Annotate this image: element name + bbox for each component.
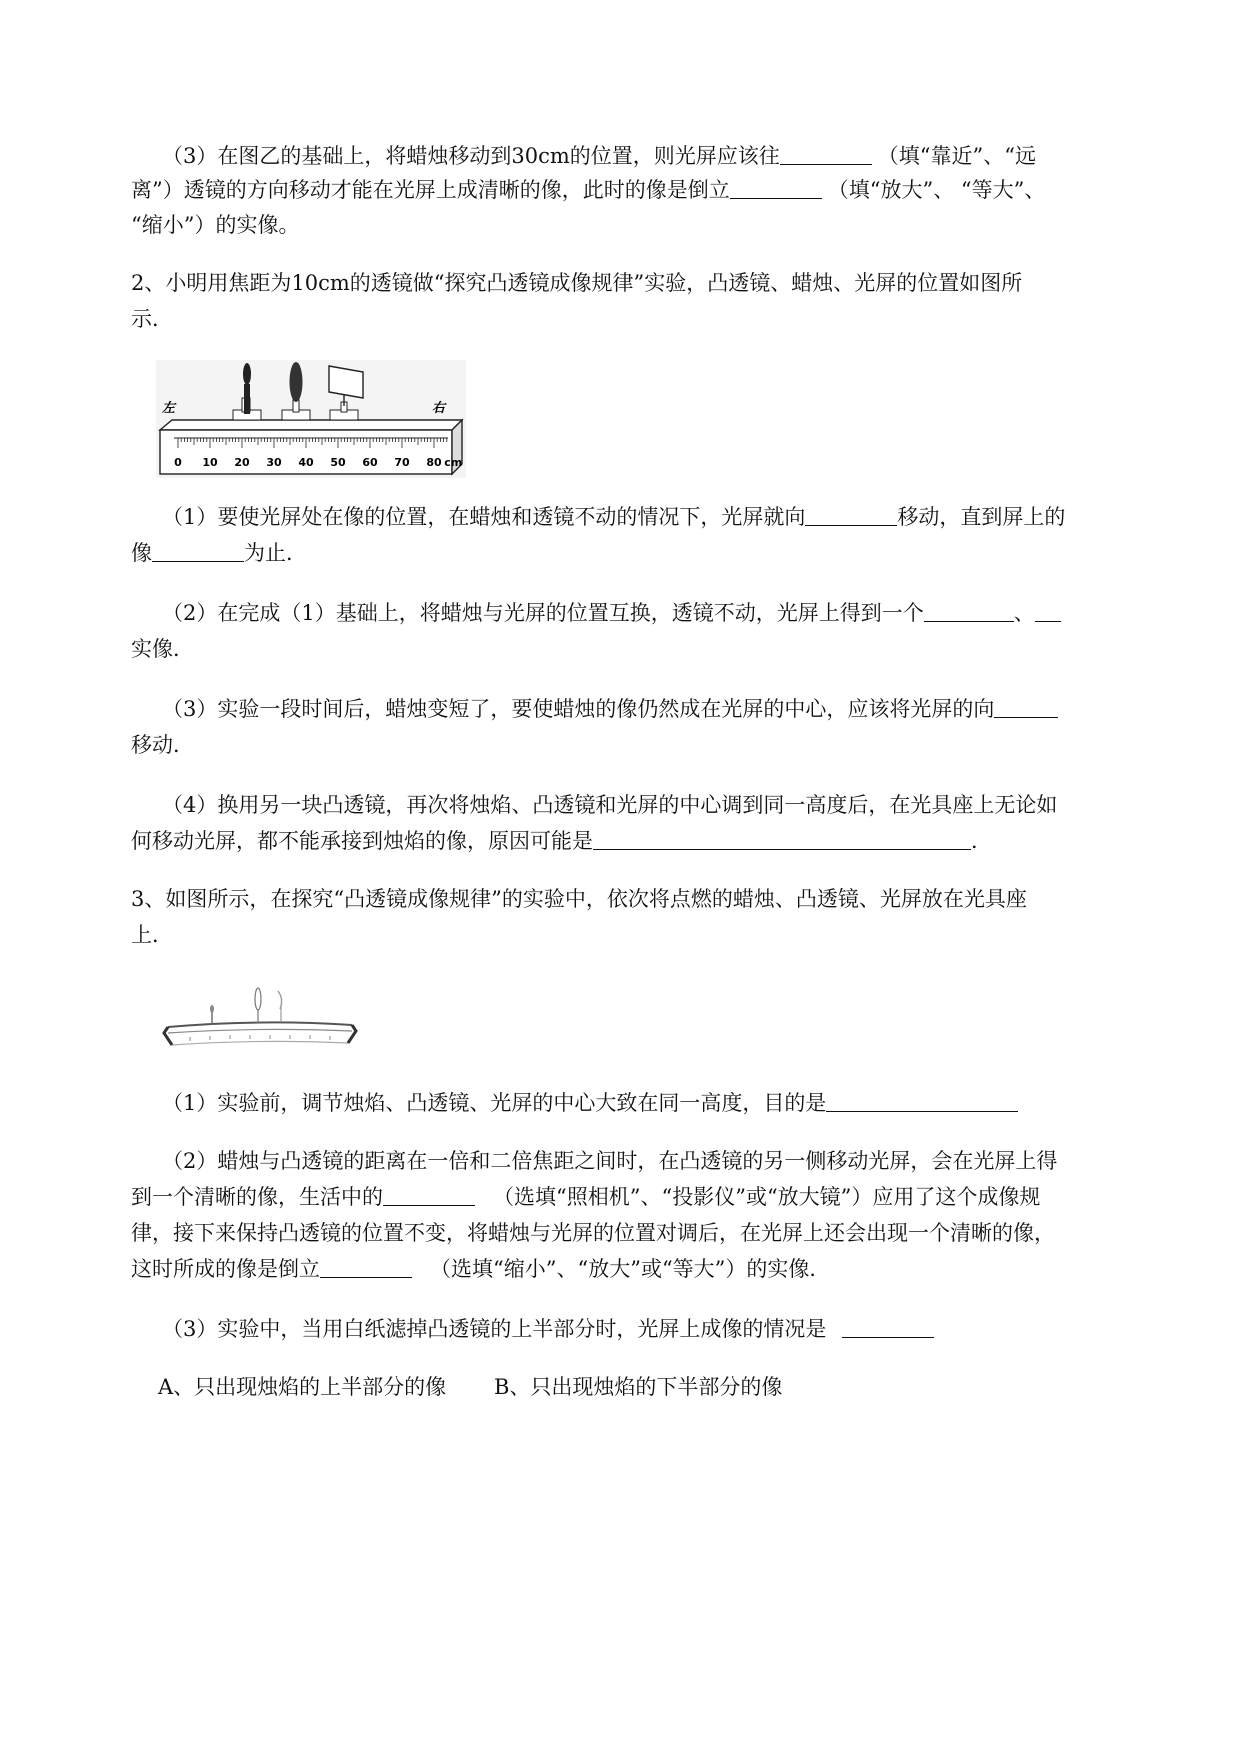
text: 到一个清晰的像，生活中的 xyxy=(131,1185,383,1209)
q3-p2-line4 xyxy=(131,1254,830,1284)
q2-p1-line1 xyxy=(162,502,1065,532)
ruler-tick-label: 30 xyxy=(266,456,282,469)
q2-p2-line2: 实像． xyxy=(131,637,194,661)
q2-p2-line1 xyxy=(162,598,1061,628)
convex-lens-icon xyxy=(255,988,261,1023)
q3-p3 xyxy=(162,1314,934,1344)
light-screen-icon xyxy=(278,991,282,1021)
q2-intro-line1 xyxy=(131,268,1022,298)
q3-p1 xyxy=(162,1088,1018,1118)
q1-p3-line2 xyxy=(131,175,1045,205)
answer-blank[interactable] xyxy=(826,1091,1018,1112)
q3-intro-line1: 3、如图所示，在探究“凸透镜成像规律”的实验中，依次将点燃的蜡烛、凸透镜、光屏放在光具座 xyxy=(131,887,1027,911)
optical-bench-sketch-figure xyxy=(160,985,360,1055)
optical-bench-figure xyxy=(156,360,466,478)
text: 移动，直到屏上的 xyxy=(897,505,1066,529)
q2-intro-line2: 示． xyxy=(131,307,173,331)
text: （1）实验前，调节烛焰、凸透镜、光屏的中心大致在同一高度，目的是 xyxy=(162,1091,827,1115)
q2-p3-line2: 移动． xyxy=(131,733,194,757)
q2-p3-line1 xyxy=(162,694,1058,724)
text: 、 xyxy=(1013,601,1035,625)
text: 何移动光屏，都不能承接到烛焰的像，原因可能是 xyxy=(131,829,593,853)
answer-blank[interactable] xyxy=(320,1257,412,1278)
text: 这时所成的像是倒立 xyxy=(131,1257,320,1281)
ruler-tick-label: 10 xyxy=(202,456,218,469)
answer-blank[interactable] xyxy=(805,505,897,526)
text: （3）实验一段时间后，蜡烛变短了，要使蜡烛的像仍然成在光屏的中心，应该将光屏的向 xyxy=(162,697,995,721)
q3-p2-line1: （2）蜡烛与凸透镜的距离在一倍和二倍焦距之间时，在凸透镜的另一侧移动光屏，会在光屏上得 xyxy=(162,1149,1058,1173)
text: （填“靠近”、“远 xyxy=(877,144,1036,168)
answer-blank[interactable] xyxy=(1035,601,1061,622)
ruler-tick-label: 70 xyxy=(394,456,410,469)
value-10cm: 10cm xyxy=(291,271,350,295)
ruler-tick-label: 60 xyxy=(362,456,378,469)
answer-blank[interactable] xyxy=(730,178,822,199)
right-label: 右 xyxy=(432,401,446,416)
left-label: 左 xyxy=(162,401,176,416)
text: （2）在完成（1）基础上，将蜡烛与光屏的位置互换，透镜不动，光屏上得到一个 xyxy=(162,601,924,625)
ruler-tick-label: cm xyxy=(444,456,463,469)
option-b[interactable]: B、只出现烛焰的下半部分的像 xyxy=(494,1375,783,1399)
answer-blank[interactable] xyxy=(780,144,872,165)
text: 为止． xyxy=(244,541,307,565)
ruler-tick-label: 20 xyxy=(234,456,250,469)
q1-p3-line3: “缩小”）的实像。 xyxy=(131,213,300,237)
answer-blank[interactable] xyxy=(924,601,1014,622)
option-a[interactable]: A、只出现烛焰的上半部分的像 xyxy=(158,1375,447,1399)
q2-p4-line2 xyxy=(131,826,992,856)
text: ． xyxy=(971,829,992,853)
q1-p3-line1 xyxy=(162,141,1036,171)
ruler-tick-label: 50 xyxy=(330,456,346,469)
text: 的位置，则光屏应该往 xyxy=(569,144,780,168)
text: （选填“照相机”、“投影仪”或“放大镜”）应用了这个成像规 xyxy=(493,1185,1041,1209)
ruler-tick-label: 80 xyxy=(426,456,442,469)
q2-p4-line1: （4）换用另一块凸透镜，再次将烛焰、凸透镜和光屏的中心调到同一高度后，在光具座上无论如 xyxy=(162,793,1058,817)
q3-p2-line2 xyxy=(131,1182,1040,1212)
answer-blank[interactable] xyxy=(152,541,244,562)
ruler-tick-label: 40 xyxy=(298,456,314,469)
q3-intro-line2: 上． xyxy=(131,923,173,947)
text: （1）要使光屏处在像的位置，在蜡烛和透镜不动的情况下，光屏就向 xyxy=(162,505,806,529)
answer-blank[interactable] xyxy=(383,1185,475,1206)
q3-p2-line3: 律，接下来保持凸透镜的位置不变，将蜡烛与光屏的位置对调后，在光屏上还会出现一个清晰的像， xyxy=(131,1221,1055,1245)
answer-blank[interactable] xyxy=(994,697,1058,718)
answer-blank[interactable] xyxy=(593,829,971,850)
text: （3）实验中，当用白纸滤掉凸透镜的上半部分时，光屏上成像的情况是 xyxy=(162,1317,827,1341)
ruler-tick-label: 0 xyxy=(174,456,182,469)
value-30cm: 30cm xyxy=(511,144,570,168)
text: 2、小明用焦距为 xyxy=(131,271,292,295)
answer-blank[interactable] xyxy=(842,1317,934,1338)
q2-p1-line2 xyxy=(131,538,307,568)
text: （填“放大”、 “等大”、 xyxy=(827,178,1046,202)
candle-icon xyxy=(210,1005,214,1025)
text: （选填“缩小”、“放大”或“等大”）的实像． xyxy=(430,1257,831,1281)
text: （3）在图乙的基础上，将蜡烛移动到 xyxy=(162,144,512,168)
convex-lens-icon xyxy=(290,362,303,402)
text: 的透镜做“探究凸透镜成像规律”实验，凸透镜、蜡烛、光屏的位置如图所 xyxy=(349,271,1023,295)
candle-icon xyxy=(243,363,251,414)
text: 像 xyxy=(131,541,152,565)
text: 离”）透镜的方向移动才能在光屏上成清晰的像，此时的像是倒立 xyxy=(131,178,730,202)
